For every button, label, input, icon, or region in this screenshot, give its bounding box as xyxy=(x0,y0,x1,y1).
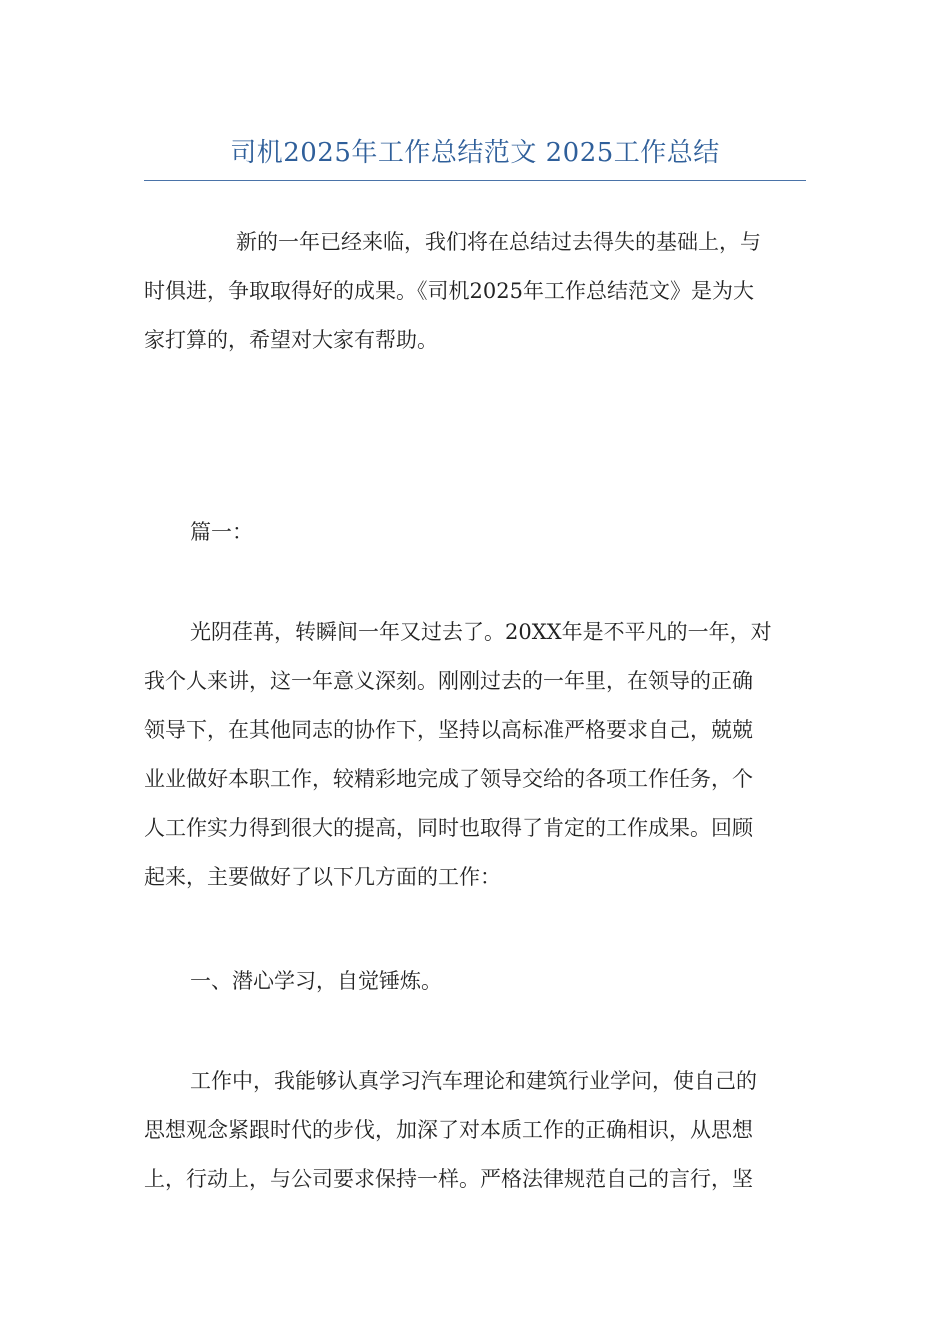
para1-line-4: 业业做好本职工作，较精彩地完成了领导交给的各项工作任务，个 xyxy=(144,767,753,791)
para1-line-5: 人工作实力得到很大的提高，同时也取得了肯定的工作成果。回顾 xyxy=(144,816,753,840)
para1-line-3: 领导下，在其他同志的协作下，坚持以高标准严格要求自己，兢兢 xyxy=(144,718,753,742)
para2-line-3: 上，行动上，与公司要求保持一样。严格法律规范自己的言行，坚 xyxy=(144,1167,753,1191)
intro-line-3: 家打算的，希望对大家有帮助。 xyxy=(144,328,438,352)
intro-paragraph xyxy=(144,218,806,365)
paragraph-2 xyxy=(144,1057,806,1204)
subheading-1: 一、潜心学习，自觉锤炼。 xyxy=(190,969,442,993)
para2-line-2: 思想观念紧跟时代的步伐，加深了对本质工作的正确相识，从思想 xyxy=(144,1118,753,1142)
section-label: 篇一： xyxy=(190,520,253,544)
intro-line-1: 新的一年已经来临，我们将在总结过去得失的基础上，与 xyxy=(236,230,761,254)
para1-line-6: 起来，主要做好了以下几方面的工作： xyxy=(144,865,501,889)
para1-line-1: 光阴荏苒，转瞬间一年又过去了。20XX年是不平凡的一年，对 xyxy=(190,620,772,644)
intro-line-2: 时俱进，争取取得好的成果。《司机2025年工作总结范文》是为大 xyxy=(144,279,754,303)
title-underline xyxy=(144,180,806,181)
para2-line-1: 工作中，我能够认真学习汽车理论和建筑行业学问，使自己的 xyxy=(190,1069,757,1093)
paragraph-1 xyxy=(144,608,806,902)
document-title: 司机2025年工作总结范文 2025工作总结 xyxy=(230,138,720,168)
para1-line-2: 我个人来讲，这一年意义深刻。刚刚过去的一年里，在领导的正确 xyxy=(144,669,753,693)
